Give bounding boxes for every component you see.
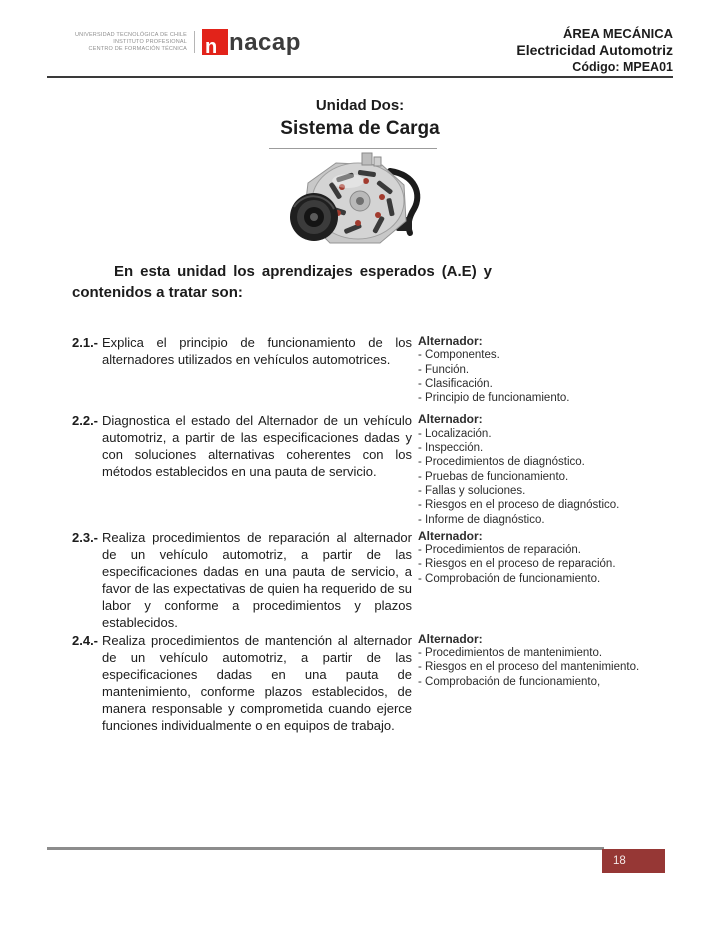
page-number-box bbox=[602, 849, 665, 873]
content-list bbox=[418, 632, 668, 689]
content-bullet: - Clasificación. bbox=[418, 377, 493, 390]
content-bullet: - Riesgos en el proceso de diagnóstico. bbox=[418, 499, 620, 512]
objective-text: Realiza procedimientos de reparación al alternador de un vehículo automotriz, a partir de las especificaciones dadas en una pauta de servicio, a favor de las expectativas de quien ha requerido de su labor y conforme a procedimientos y plazos establecidos. bbox=[102, 529, 412, 630]
header-area: ÁREA MECÁNICA bbox=[562, 26, 673, 41]
objective-number: 2.3.- bbox=[72, 529, 99, 545]
content-heading: Alternador: bbox=[418, 412, 483, 427]
institution-lines bbox=[75, 32, 187, 53]
content-bullet: - Pruebas de funcionamiento. bbox=[418, 470, 569, 483]
content-bullet: - Procedimientos de mantenimiento. bbox=[418, 647, 603, 660]
institution-line: UNIVERSIDAD TECNOLÓGICA DE CHILE bbox=[75, 31, 188, 38]
unit-title bbox=[0, 96, 720, 141]
logo-separator bbox=[194, 31, 195, 53]
content-bullet: - Inspección. bbox=[418, 442, 484, 455]
objective-text: Realiza procedimientos de mantención al alternador de un vehículo automotriz, a partir de las especificaciones dadas en una pauta de mantenimiento, conforme plazos establecidos, de manera responsable y comprometida cuando ejerce funciones individualmente o en equipos de trabajo. bbox=[102, 632, 412, 733]
content-bullet: - Comprobación de funcionamiento, bbox=[418, 675, 601, 688]
content-bullet: - Fallas y soluciones. bbox=[418, 484, 526, 497]
inacap-logo-letter: n bbox=[205, 36, 218, 58]
unit-title-line2: Sistema de Carga bbox=[280, 118, 440, 139]
content-bullet: - Riesgos en el proceso del mantenimiento. bbox=[418, 661, 640, 674]
content-bullet: - Principio de funcionamiento. bbox=[418, 392, 570, 405]
objective-item-2-4 bbox=[72, 632, 673, 734]
content-bullet: - Riesgos en el proceso de reparación. bbox=[418, 558, 616, 571]
institution-line: INSTITUTO PROFESIONAL bbox=[113, 38, 188, 45]
inacap-logo-word: nacap bbox=[229, 29, 301, 56]
page-number: 18 bbox=[613, 855, 626, 867]
objective-text-block bbox=[72, 632, 412, 734]
content-bullet: - Procedimientos de diagnóstico. bbox=[418, 456, 585, 469]
alternator-photo bbox=[278, 148, 428, 256]
inacap-logo bbox=[75, 24, 301, 58]
content-heading: Alternador: bbox=[418, 631, 483, 646]
objective-item-2-2 bbox=[72, 412, 673, 526]
content-bullet: - Comprobación de funcionamiento. bbox=[418, 572, 601, 585]
unit-title-line1: Unidad Dos: bbox=[315, 97, 405, 114]
objective-text: Explica el principio de funcionamiento de los alternadores utilizados en vehículos automotrices. bbox=[102, 335, 412, 367]
intro-paragraph: En esta unidad los aprendizajes esperados (A.E) y contenidos a tratar son: bbox=[72, 263, 492, 301]
inacap-logo-square-icon bbox=[202, 29, 228, 58]
objective-text: Diagnostica el estado del Alternador de un vehículo automotriz, a partir de las especificaciones dadas y con soluciones alternativas coherentes con los métodos establecidos en una pauta de servicio. bbox=[102, 413, 412, 480]
objective-text-block bbox=[72, 334, 412, 368]
institution-line: CENTRO DE FORMACIÓN TÉCNICA bbox=[88, 45, 188, 52]
header-course-info bbox=[516, 24, 673, 75]
photo-top-border bbox=[269, 148, 437, 149]
page-header bbox=[75, 24, 673, 75]
alternator-illustration bbox=[278, 151, 428, 251]
content-bullet: - Función. bbox=[418, 363, 470, 376]
header-code: Código: MPEA01 bbox=[572, 60, 673, 74]
inacap-logo-mark bbox=[202, 29, 301, 58]
header-subject: Electricidad Automotriz bbox=[516, 42, 673, 58]
content-list bbox=[418, 412, 668, 526]
content-bullet: - Informe de diagnóstico. bbox=[418, 513, 545, 526]
objective-number: 2.1.- bbox=[72, 335, 99, 350]
content-bullet: - Procedimientos de reparación. bbox=[418, 544, 581, 557]
content-bullet: - Localización. bbox=[418, 427, 492, 440]
content-list bbox=[418, 529, 668, 586]
objective-number: 2.2.- bbox=[72, 413, 99, 429]
objective-item-2-3 bbox=[72, 529, 673, 631]
content-bullet: - Componentes. bbox=[418, 349, 500, 362]
objective-text-block bbox=[72, 529, 412, 631]
footer-rule bbox=[47, 847, 604, 850]
objective-item-2-1 bbox=[72, 334, 673, 405]
content-list bbox=[418, 334, 668, 405]
content-heading: Alternador: bbox=[418, 334, 483, 348]
header-rule bbox=[47, 76, 673, 78]
objective-number: 2.4.- bbox=[72, 632, 99, 648]
objective-text-block bbox=[72, 412, 412, 480]
objectives-list bbox=[72, 334, 673, 734]
content-heading: Alternador: bbox=[418, 528, 483, 543]
